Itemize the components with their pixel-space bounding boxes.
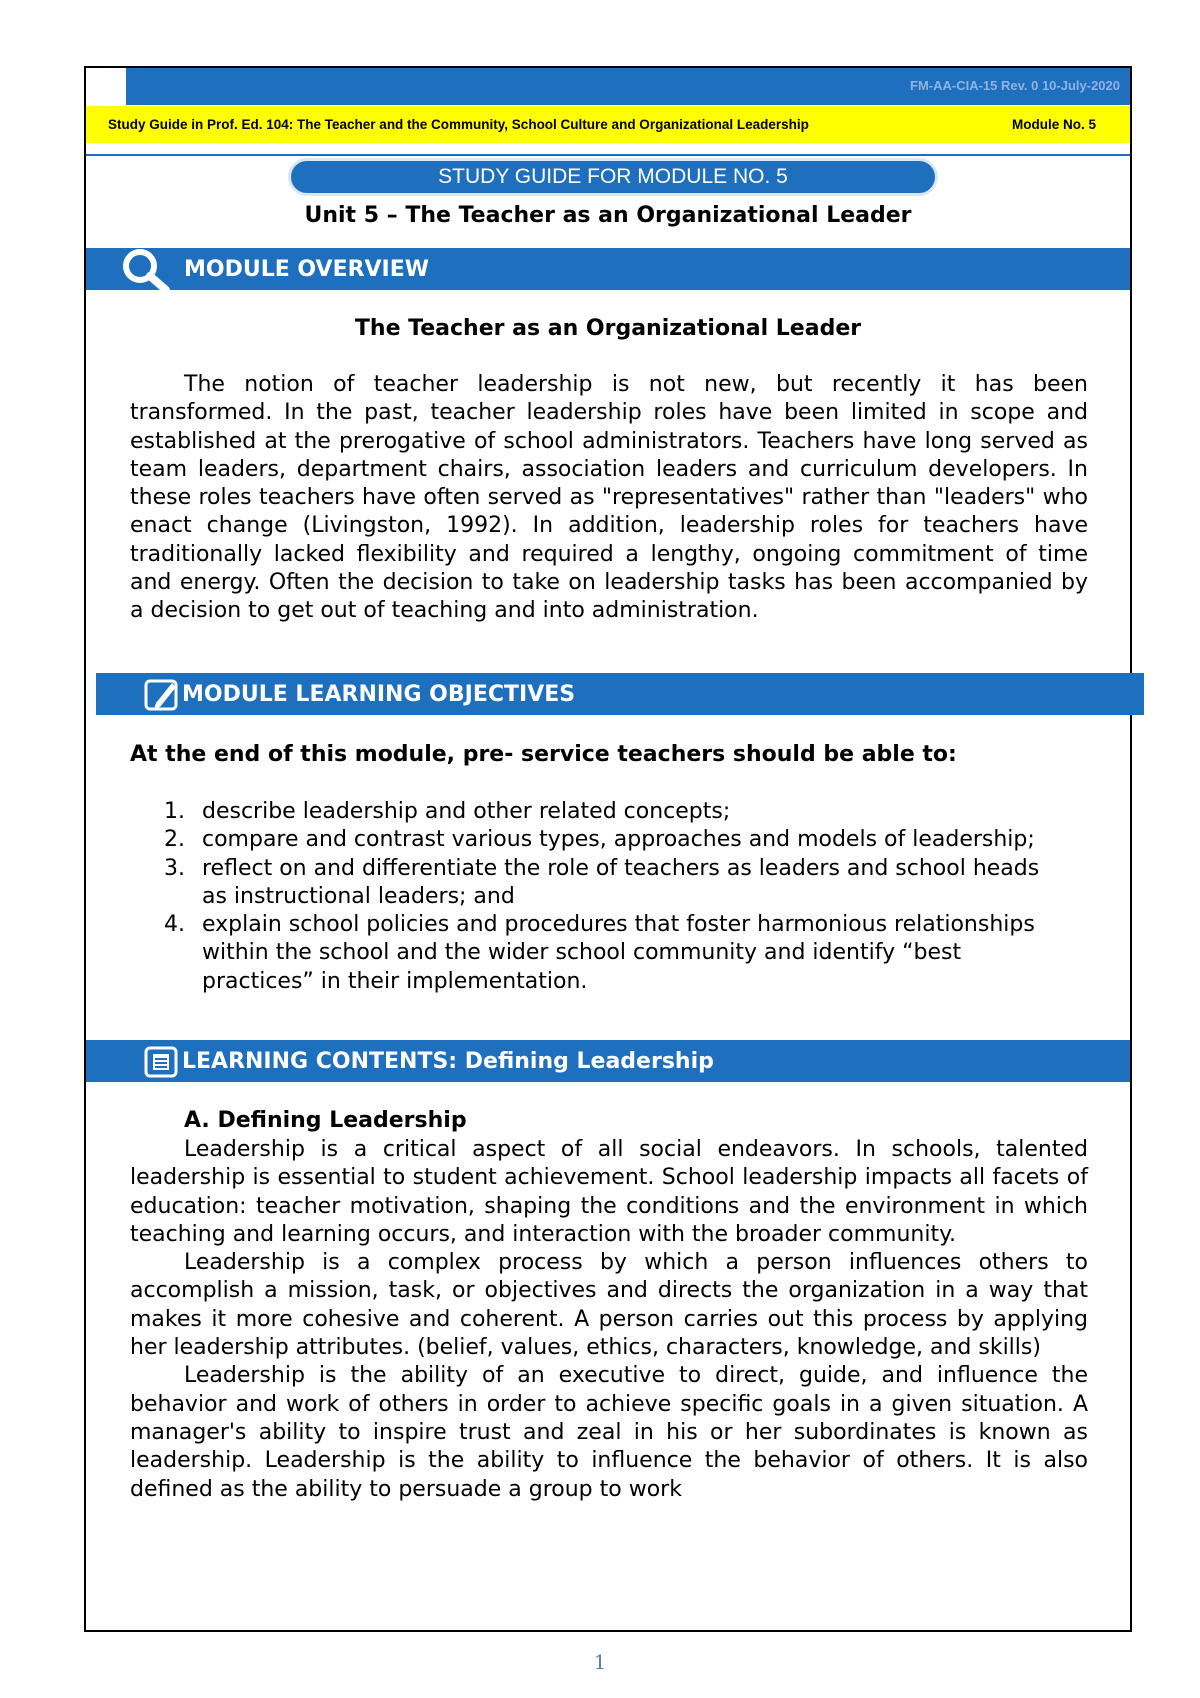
pencil-icon bbox=[144, 679, 180, 717]
study-guide-title: Study Guide in Prof. Ed. 104: The Teacher and the Community, School Culture and Organizational Leadership bbox=[108, 117, 809, 132]
study-guide-banner bbox=[86, 106, 1130, 143]
divider bbox=[86, 154, 1130, 156]
overview-paragraph: The notion of teacher leadership is not new, but recently it has been transformed. In the past, teacher leadership roles have been limited in scope and established at the prerogative of school administrators. Teachers have long served as team leaders, department chairs, association leaders and curriculum developers. In these roles teachers have often served as "representatives" rather than "leaders" who enact change (Livingston, 1992). In addition, leadership roles for teachers have traditionally lacked flexibility and required a lengthy, ongoing commitment of time and energy. Often the decision to take on leadership tasks has been accompanied by a decision to get out of teaching and into administration. bbox=[130, 372, 1088, 624]
unit-title: Unit 5 – The Teacher as an Organizational Leader bbox=[304, 203, 912, 228]
overview-text bbox=[130, 371, 1088, 626]
content-paragraph: Leadership is a critical aspect of all social endeavors. In schools, talented leadership is essential to student achievement. School leadership impacts all facets of education: teacher motivation, shaping the conditions and the environment in which teaching and learning occurs, and interaction with the broader community. bbox=[130, 1137, 1088, 1247]
list-item: 4. explain school policies and procedures that foster harmonious relationships within the school and the wider school community and identify “best practices” in their implementation. bbox=[164, 912, 1035, 994]
form-code: FM-AA-CIA-15 Rev. 0 10-July-2020 bbox=[910, 78, 1120, 93]
list-item: 1. describe leadership and other related concepts; bbox=[164, 799, 731, 824]
module-title-pill: STUDY GUIDE FOR MODULE NO. 5 bbox=[288, 158, 938, 196]
magnifier-icon bbox=[120, 246, 172, 298]
content-paragraph: Leadership is a complex process by which a person influences others to accomplish a mission, task, or objectives and directs the organization in a way that makes it more cohesive and coherent. A person carries out this process by applying her leadership attributes. (belief, values, ethics, characters, knowledge, and skills) bbox=[130, 1250, 1088, 1361]
overview-header bbox=[86, 248, 1130, 290]
objectives-lead: At the end of this module, pre- service teachers should be able to: bbox=[130, 742, 957, 767]
module-number: Module No. 5 bbox=[1012, 117, 1096, 132]
document-icon bbox=[144, 1046, 178, 1084]
objectives-header bbox=[96, 673, 1144, 715]
overview-heading: MODULE OVERVIEW bbox=[184, 257, 430, 282]
content-paragraph: Leadership is the ability of an executive to direct, guide, and influence the behavior and work of others in order to achieve specific goals in a given situation. A manager's ability to inspire trust and zeal in his or her subordinates is known as leadership. Leadership is the ability to influence the behavior of others. It is also defined as the ability to persuade a group to work bbox=[130, 1363, 1088, 1502]
objectives-list bbox=[130, 798, 1070, 996]
contents-heading: LEARNING CONTENTS: Defining Leadership bbox=[182, 1049, 714, 1074]
overview-title: The Teacher as an Organizational Leader bbox=[354, 316, 862, 341]
contents-header bbox=[86, 1040, 1130, 1082]
contents-text bbox=[130, 1136, 1088, 1504]
page-number: 1 bbox=[593, 1650, 607, 1674]
subheading: A. Defining Leadership bbox=[184, 1108, 467, 1133]
objectives-heading: MODULE LEARNING OBJECTIVES bbox=[182, 682, 576, 707]
list-item: 2. compare and contrast various types, approaches and models of leadership; bbox=[164, 827, 1035, 853]
list-item: 3. reflect on and differentiate the role of teachers as leaders and school heads as instructional leaders; and bbox=[164, 855, 1040, 909]
